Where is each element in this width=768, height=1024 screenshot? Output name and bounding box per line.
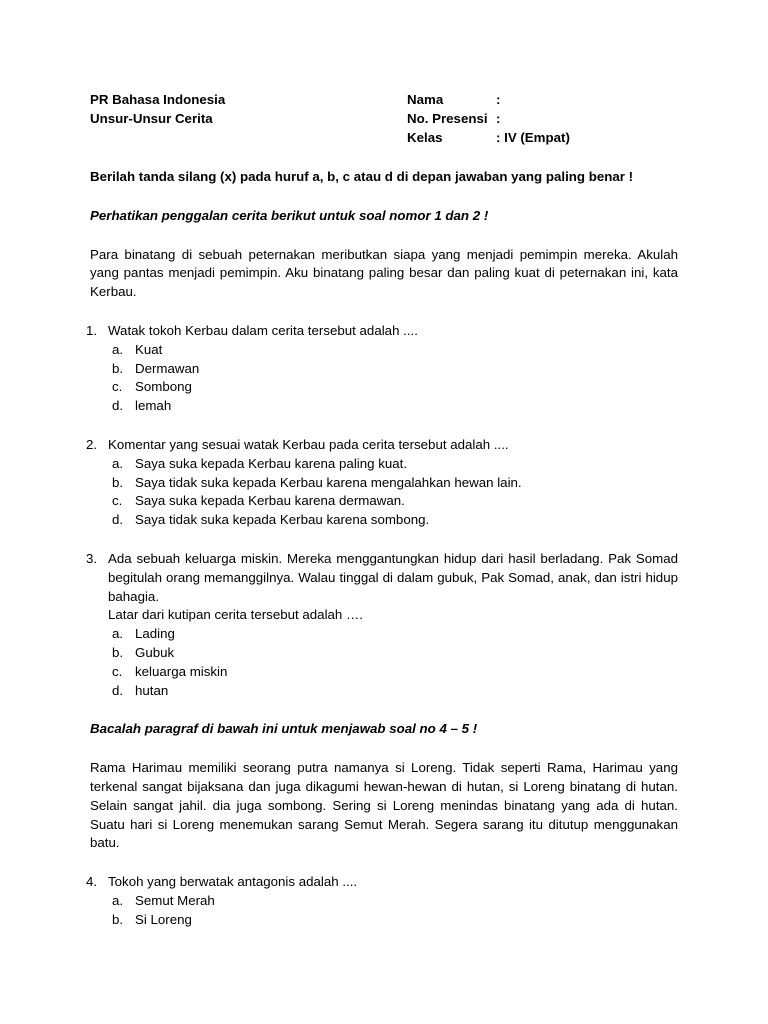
- question-number: 4.: [86, 874, 98, 890]
- option-letter: a.: [112, 626, 124, 642]
- option-letter: a.: [112, 892, 124, 908]
- option-c[interactable]: [108, 492, 678, 511]
- option-text: Gubuk: [135, 644, 175, 660]
- option-c[interactable]: [108, 663, 678, 682]
- option-c[interactable]: [108, 378, 678, 397]
- option-text: Saya suka kepada Kerbau karena dermawan.: [135, 493, 405, 509]
- option-b[interactable]: [108, 644, 678, 663]
- option-list: [108, 455, 678, 530]
- story-note-2: Bacalah paragraf di bawah ini untuk menjawab soal no 4 – 5 !: [90, 721, 478, 737]
- option-b[interactable]: [108, 360, 678, 379]
- option-d[interactable]: [108, 397, 678, 416]
- option-letter: c.: [112, 379, 123, 395]
- option-letter: c.: [112, 663, 123, 679]
- option-d[interactable]: [108, 511, 678, 530]
- option-list: [108, 341, 678, 416]
- option-a[interactable]: [108, 341, 678, 360]
- instruction: Berilah tanda silang (x) pada huruf a, b, c atau d di depan jawaban yang paling benar !: [90, 169, 634, 184]
- option-text: Si Loreng: [135, 911, 192, 927]
- option-letter: b.: [112, 644, 124, 660]
- field-label-nama: Nama: [407, 92, 444, 107]
- option-letter: b.: [112, 360, 124, 376]
- field-label-kelas: Kelas: [407, 130, 443, 145]
- topic-title: Unsur-Unsur Cerita: [90, 111, 213, 126]
- field-value-presensi: :: [496, 111, 501, 126]
- field-value-nama: :: [496, 92, 501, 107]
- option-list: [108, 625, 678, 700]
- question-prompt: Latar dari kutipan cerita tersebut adalah ….: [108, 607, 364, 623]
- option-letter: a.: [112, 341, 124, 357]
- worksheet-page: [86, 91, 678, 930]
- story-note-1: Perhatikan penggalan cerita berikut untuk soal nomor 1 dan 2 !: [90, 207, 489, 223]
- worksheet-header: [90, 91, 678, 148]
- option-text: keluarga miskin: [135, 663, 228, 679]
- question-number: 1.: [86, 322, 98, 338]
- question-text: Tokoh yang berwatak antagonis adalah ....: [108, 874, 358, 890]
- option-text: lemah: [135, 398, 172, 414]
- option-letter: d.: [112, 398, 124, 414]
- question-3: [86, 550, 678, 700]
- question-4: [86, 873, 678, 929]
- question-2: [86, 436, 678, 530]
- option-a[interactable]: [108, 455, 678, 474]
- question-text: Komentar yang sesuai watak Kerbau pada cerita tersebut adalah ....: [108, 436, 509, 452]
- question-number: 3.: [86, 550, 98, 566]
- option-letter: a.: [112, 455, 124, 471]
- option-text: Saya tidak suka kepada Kerbau karena mengalahkan hewan lain.: [135, 474, 522, 490]
- option-letter: c.: [112, 493, 123, 509]
- option-text: Kuat: [135, 341, 163, 357]
- option-letter: d.: [112, 682, 124, 698]
- question-number: 2.: [86, 436, 98, 452]
- option-letter: d.: [112, 512, 124, 528]
- option-d[interactable]: [108, 682, 678, 701]
- option-text: Saya suka kepada Kerbau karena paling kuat.: [135, 455, 408, 471]
- option-letter: b.: [112, 911, 124, 927]
- subject-title: PR Bahasa Indonesia: [90, 92, 226, 107]
- story-paragraph-2: Rama Harimau memiliki seorang putra namanya si Loreng. Tidak seperti Rama, Harimau yang terkenal sangat bijaksana dan juga dikagumi hewan-hewan di hutan, si Loreng binatang di hutan. Selain sangat jahil. dia juga sombong. Sering si Loreng menindas binatang yang ada di hutan. Suatu hari si Loreng menemukan sarang Semut Merah. Segera sarang itu ditutup menggunakan batu.: [90, 760, 678, 851]
- option-text: Sombong: [135, 379, 192, 395]
- option-text: hutan: [135, 682, 169, 698]
- option-list: [108, 892, 678, 930]
- field-label-presensi: No. Presensi: [407, 111, 488, 126]
- field-value-kelas: : IV (Empat): [496, 130, 570, 145]
- option-letter: b.: [112, 474, 124, 490]
- option-b[interactable]: [108, 474, 678, 493]
- option-text: Lading: [135, 626, 175, 642]
- question-text: Watak tokoh Kerbau dalam cerita tersebut adalah ....: [108, 322, 418, 338]
- story-paragraph-1: Para binatang di sebuah peternakan meributkan siapa yang menjadi pemimpin mereka. Akulah yang pantas menjadi pemimpin. Aku binatang paling besar dan paling kuat di peternakan ini, kata Kerbau.: [90, 246, 678, 300]
- option-text: Dermawan: [135, 360, 200, 376]
- option-text: Semut Merah: [135, 892, 215, 908]
- option-text: Saya tidak suka kepada Kerbau karena sombong.: [135, 512, 430, 528]
- question-1: [86, 322, 678, 416]
- option-b[interactable]: [108, 911, 678, 930]
- option-a[interactable]: [108, 892, 678, 911]
- option-a[interactable]: [108, 625, 678, 644]
- question-text: Ada sebuah keluarga miskin. Mereka menggantungkan hidup dari hasil berladang. Pak Somad begitulah orang memanggilnya. Walau tinggal di dalam gubuk, Pak Somad, anak, dan istri hidup bahagia.: [108, 550, 678, 604]
